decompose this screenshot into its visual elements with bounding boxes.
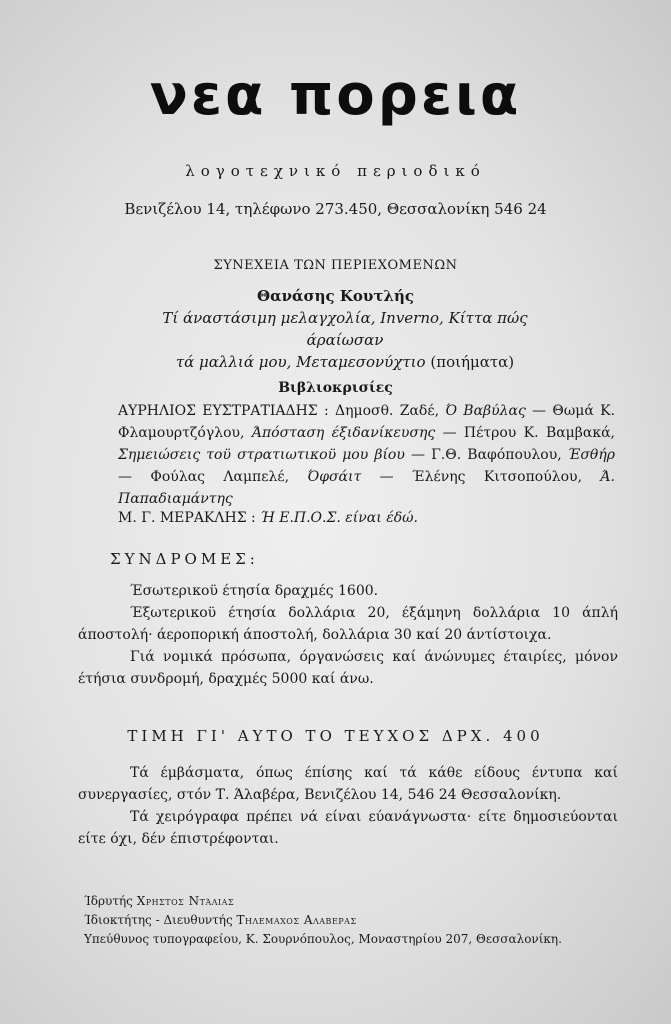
contents-works [125,307,565,373]
reviewer-name: ΑΥΡΗΛΙΟΣ ΕΥΣΤΡΑΤΙΑΔΗΣ : [118,403,329,419]
review-item-title: Ή Ε.Π.Ο.Σ. είναι έδώ. [260,510,419,526]
works-line-title: τά μαλλιά μου, Μεταμεσονύχτιο [175,353,426,371]
subscriptions-heading: ΣΥΝΔΡΟΜΕΣ: [110,550,259,568]
works-line [125,351,565,373]
review-item: — Έλένης Κιτσοπούλου, [379,469,583,485]
review-item: — Γ.Θ. Βαφόπουλου, [410,447,562,463]
review-item: — Φούλας Λαμπελέ, [118,469,290,485]
review-item: — Θωμά Κ. Φλαμουρτζόγλου, [118,403,616,441]
credit-line: Υπεύθυνος τυπογραφείου, Κ. Σουρνόπουλος, Μοναστηρίου 207, Θεσσαλονίκη. [84,932,562,946]
works-genre: (ποιήματα) [430,353,515,371]
subscription-line: Έσωτερικοϋ έτησία δραχμές 1600. [130,583,379,599]
review-item: Δημοσθ. Ζαδέ, [334,403,440,419]
subscription-line: Γιά νομικά πρόσωπα, όργανώσεις καί άνώνυμες έταιρίες, μόνον έτήσια συνδρομή, δραχμές 5000 καί άνω. [78,649,618,687]
credit-name: Χρηστος Ντάλιας [136,894,235,908]
address-line: Βενιζέλου 14, τηλέφωνο 273.450, Θεσσαλονίκη 546 24 [124,200,547,218]
subscription-line: Έξωτερικοϋ έτησία δολλάρια 20, έξάμηνη δολλάρια 10 άπλή άποστολή· άεροπορική άποστολή, δολλάρια 30 καί 20 άντίστοιχα. [78,605,618,643]
review-item-title: Ό Βαβύλας [445,403,526,419]
note-paragraph: Τά χειρόγραφα πρέπει νά είναι εύανάγνωστα· είτε δημοσιεύονται είτε όχι, δέν έπιστρέφονται. [78,809,618,847]
review-item: — Πέτρου Κ. Βαμβακά, [442,425,615,441]
credit-line [84,911,604,930]
review-item-title: Σημειώσεις τοϋ στρατιωτικοϋ μου βίου [118,447,405,463]
contents-author: Θανάσης Κουτλής [257,287,414,305]
subscriptions-text [78,580,618,690]
review-entry [118,507,615,529]
reviews-heading: Βιβλιοκρισίες [278,380,393,396]
review-item-title: Όφσάιτ [307,469,362,485]
credits-block [84,892,604,949]
contents-heading: ΣΥΝΕΧΕΙΑ ΤΩΝ ΠΕΡΙΕΧΟΜΕΝΩΝ [213,258,458,273]
note-paragraph: Τά έμβάσματα, όπως έπίσης καί τά κάθε είδους έντυπα καί συνεργασίες, στόν Τ. Άλαβέρα, Βενιζέλου 14, 546 24 Θεσσαλονίκη. [78,765,618,803]
review-item-title: Ά. Παπαδιαμάντης [118,469,615,507]
credit-line [84,892,604,911]
masthead-subtitle: λογοτεχνικό περιοδικό [185,162,486,180]
credit-name: Τηλεμαχος Αλαβερας [236,913,357,927]
works-line: Τί άναστάσιμη μελαγχολία, Inverno, Κίττα πώς άραίωσαν [162,309,528,349]
review-item-title: Έσθήρ [567,447,615,463]
reviewer-name: Μ. Γ. ΜΕΡΑΚΛΗΣ : [118,510,256,526]
issue-price: ΤΙΜΗ ΓΙ' ΑΥΤΟ ΤΟ ΤΕΥΧΟΣ ΔΡΧ. 400 [127,727,544,745]
notes-text [78,762,618,850]
masthead-title: νεα πορεια [149,63,522,128]
review-item-title: Άπόσταση έξιδανίκευσης [251,425,436,441]
review-entry [118,400,615,510]
credit-label: Ίδιοκτήτης - Διευθυντής [84,913,233,927]
credit-label: Ίδρυτής [84,894,133,908]
